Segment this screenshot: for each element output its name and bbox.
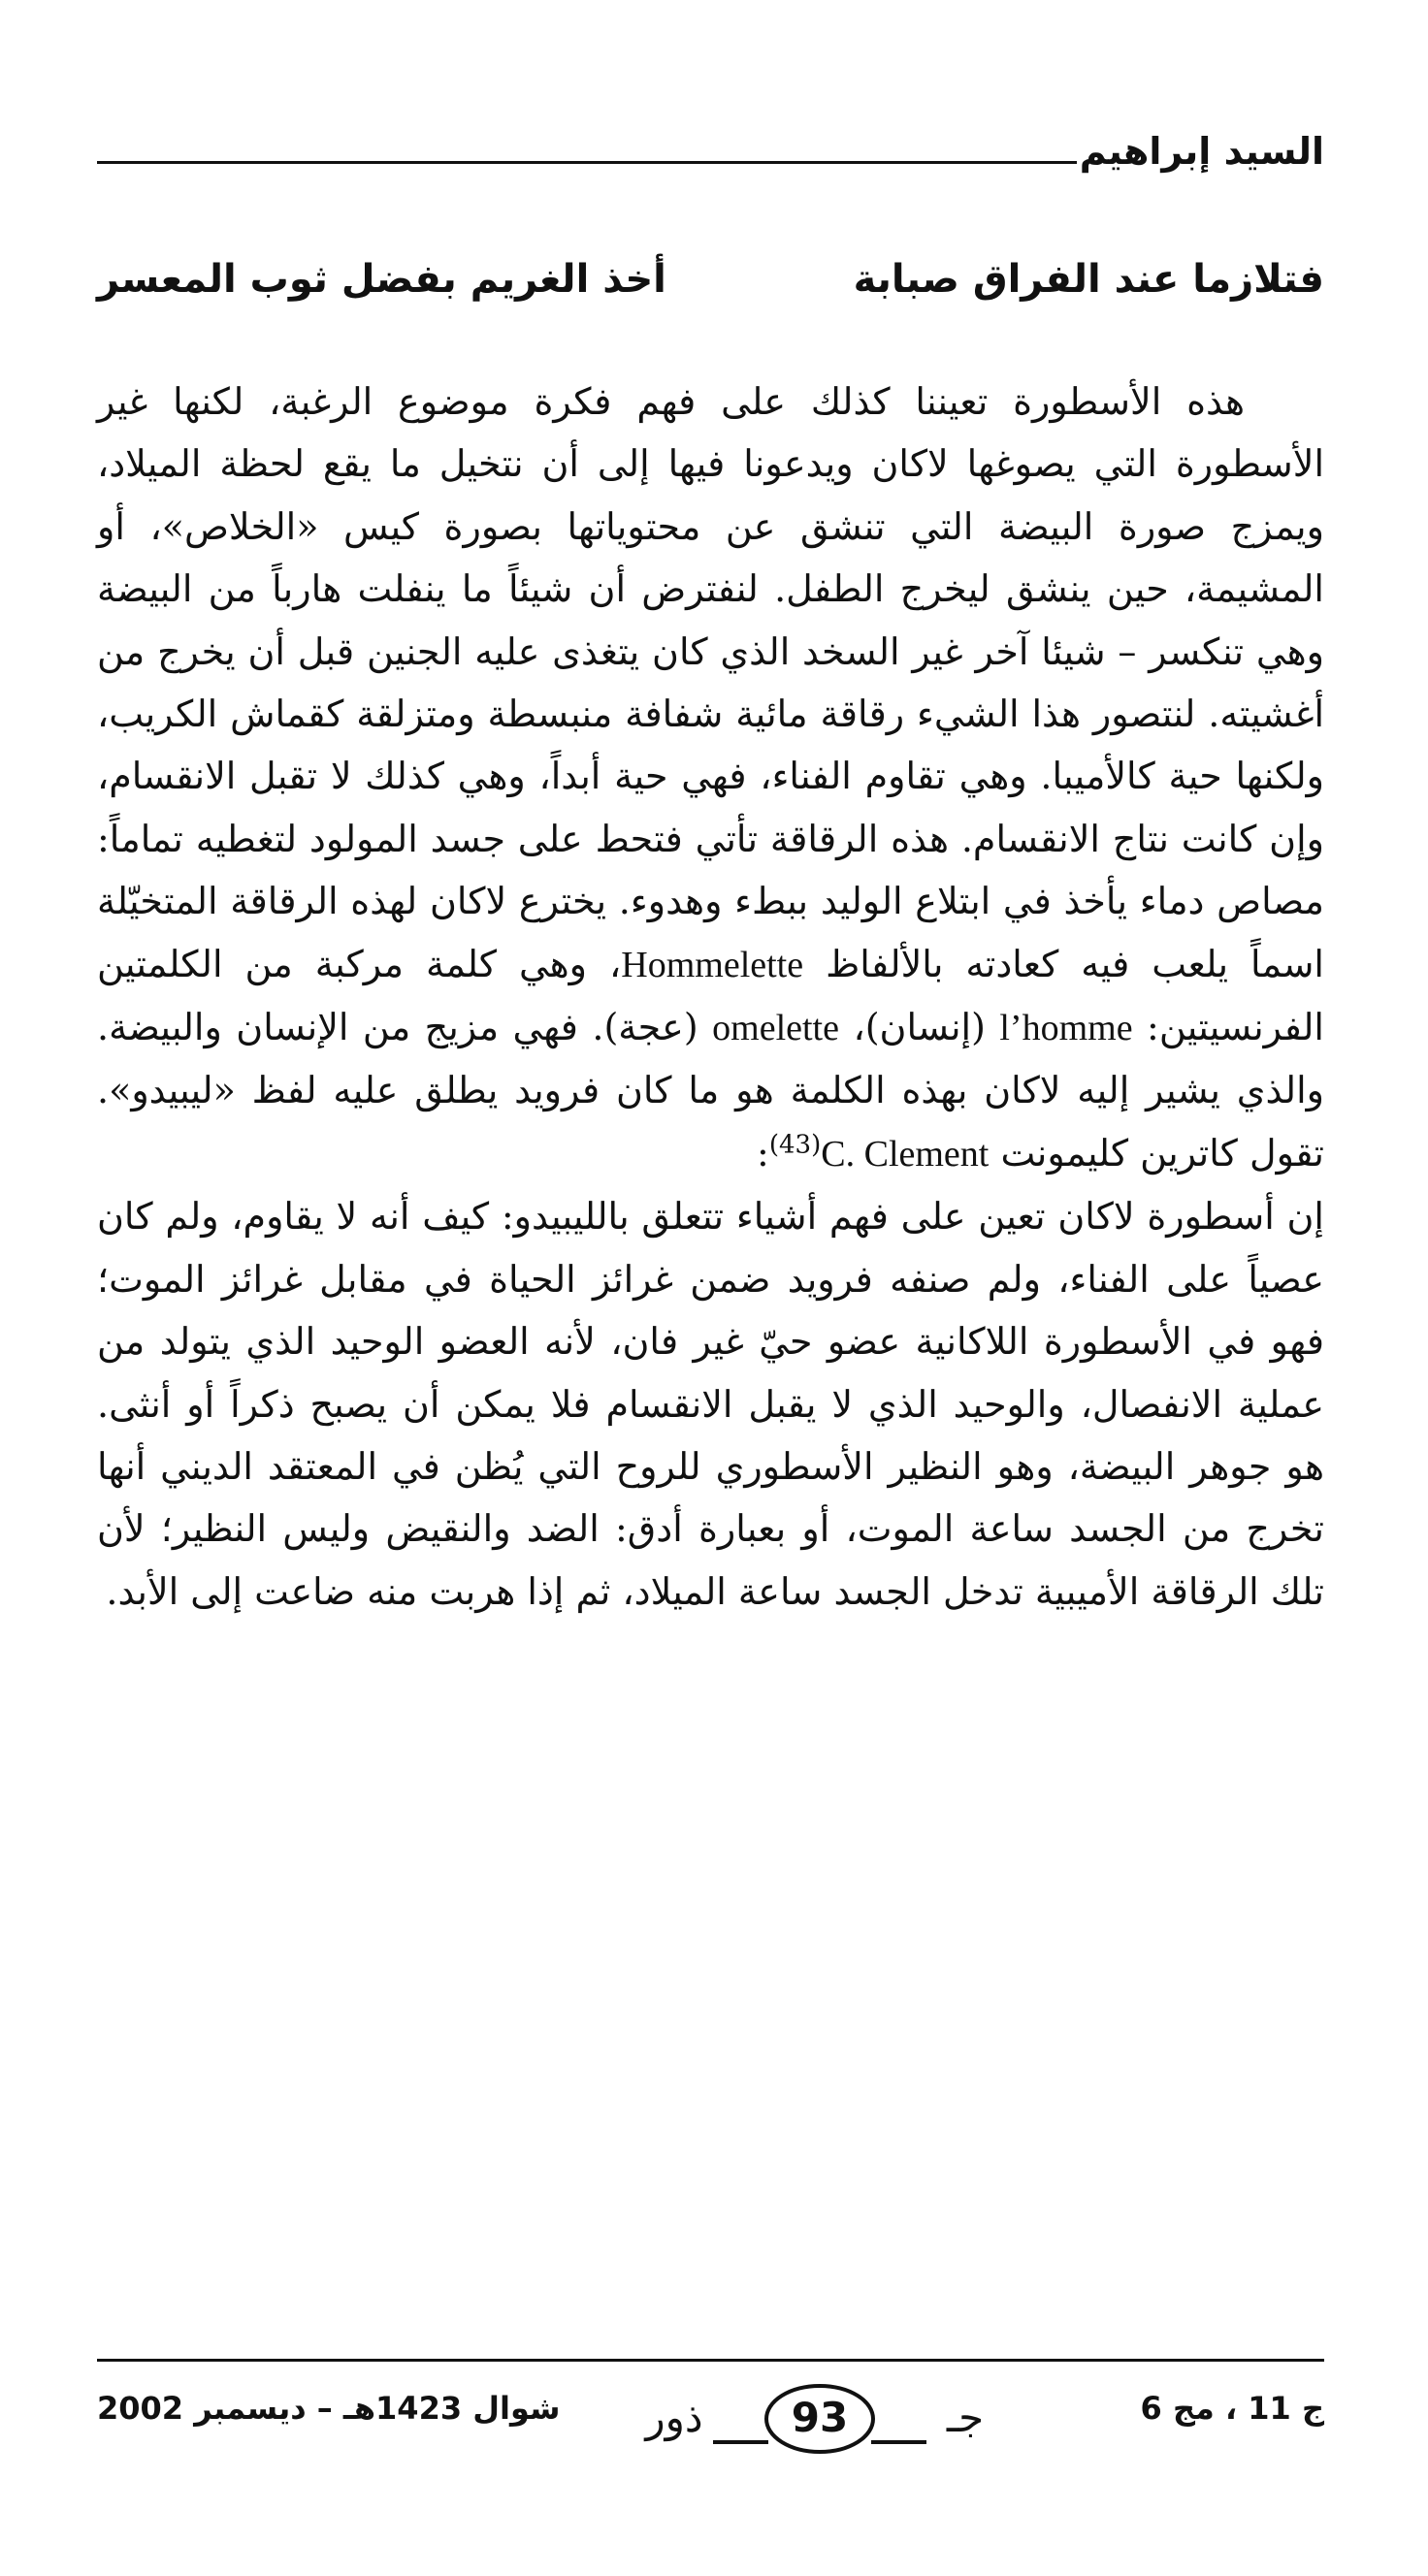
page-number: 93 — [791, 2394, 849, 2441]
journal-name-right: جـ — [946, 2394, 985, 2441]
footer-rule — [97, 2359, 1324, 2362]
header-rule — [97, 161, 1077, 164]
author-name: السيد إبراهيم — [1079, 130, 1324, 173]
footer — [97, 2372, 1324, 2469]
term-clement: C. Clement — [821, 1133, 990, 1175]
paragraph-1 — [97, 370, 1324, 1185]
verse-line — [97, 257, 1324, 325]
paragraph-2-text: إن أسطورة لاكان تعين على فهم أشياء تتعلق بالليبيدو: كيف أنه لا يقاوم، ولم كان عصياً على الفناء، ولم صنفه فرويد ضمن غرائز الحياة في مقابل غرائز الموت؛ فهو في الأسطورة اللاكانية عضو حيّ غير فان، لأنه العضو الوحيد الذي يتولد من عملية الانفصال، والوحيد الذي لا يقبل الانقسام فلا يمكن أن يصبح ذكراً أو أنثى. هو جوهر البيضة، وهو النظير الأسطوري للروح التي يُظن في المعتقد الديني أنها تخرج من الجسد ساعة الموت، أو بعبارة أدق: الضد والنقيض وليس النظير؛ لأن تلك الرقاقة الأميبية تدخل الجسد ساعة الميلاد، ثم إذا هربت منه ضاعت إلى الأبد. — [97, 1195, 1324, 1613]
verse-hemistich-first: فتلازما عند الفراق صبابة — [853, 257, 1324, 302]
paragraph-1-text-c: (إنسان)، — [853, 1006, 986, 1049]
running-header — [97, 124, 1324, 192]
term-homme: l’homme — [999, 1008, 1133, 1049]
term-omelette: omelette — [712, 1008, 839, 1049]
verse-hemistich-second: أخذ الغريم بفضل ثوب المعسر — [97, 257, 666, 302]
paragraph-1-text-b: ، وهي كلمة مركبة من الكلمتين الفرنسيتين: — [97, 942, 1324, 1049]
body-text — [97, 370, 1324, 1623]
issue-volume: ج 11 ، مج 6 — [1140, 2390, 1324, 2427]
term-hommelette: Hommelette — [621, 944, 804, 985]
paragraph-1-text: هذه الأسطورة تعيننا كذلك على فهم فكرة موضوع الرغبة، لكنها غير الأسطورة التي يصوغها لاكان ويدعونا فيها إلى أن نتخيل ما يقع لحظة الميلاد، ويمزج صورة البيضة التي تنشق عن محتوياتها بصورة كيس «الخلاص»، أو المشيمة، حين ينشق ليخرج الطفل. لنفترض أن شيئاً ما ينفلت هارباً من البيضة وهي تنكسر – شيئا آخر غير السخد الذي كان يتغذى عليه الجنين قبل أن يخرج من أغشيته. لنتصور هذا الشيء رقاقة مائية شفافة منبسطة ومتزلقة كقماش الكريب، ولكنها حية كالأميبا. وهي تقاوم الفناء، فهي حية أبداً، وهي كذلك لا تقبل الانقسام، وإن كانت نتاج الانقسام. هذه الرقاقة تأتي فتحط على جسد المولود لتغطيه تماماً: مصاص دماء يأخذ في ابتلاع الوليد ببطء وهدوء. يخترع لاكان لهذه الرقاقة المتخيّلة اسماً يلعب فيه كعادته بالألفاظ — [97, 380, 1324, 985]
journal-name-left: ذور — [645, 2394, 703, 2441]
paragraph-1-text-d: (عجة). فهي مزيج من الإنسان والبيضة. والذي يشير إليه لاكان بهذه الكلمة هو ما كان فرويد يطلق عليه لفظ «ليبيدو». تقول كاترين كليمونت — [97, 1006, 1324, 1175]
journal-logo — [621, 2372, 1019, 2469]
paragraph-1-text-e: : — [757, 1131, 769, 1175]
footnote-ref: (43) — [768, 1130, 822, 1160]
issue-date: شوال 1423هـ – ديسمبر 2002 — [97, 2390, 561, 2427]
paragraph-2 — [97, 1185, 1324, 1623]
